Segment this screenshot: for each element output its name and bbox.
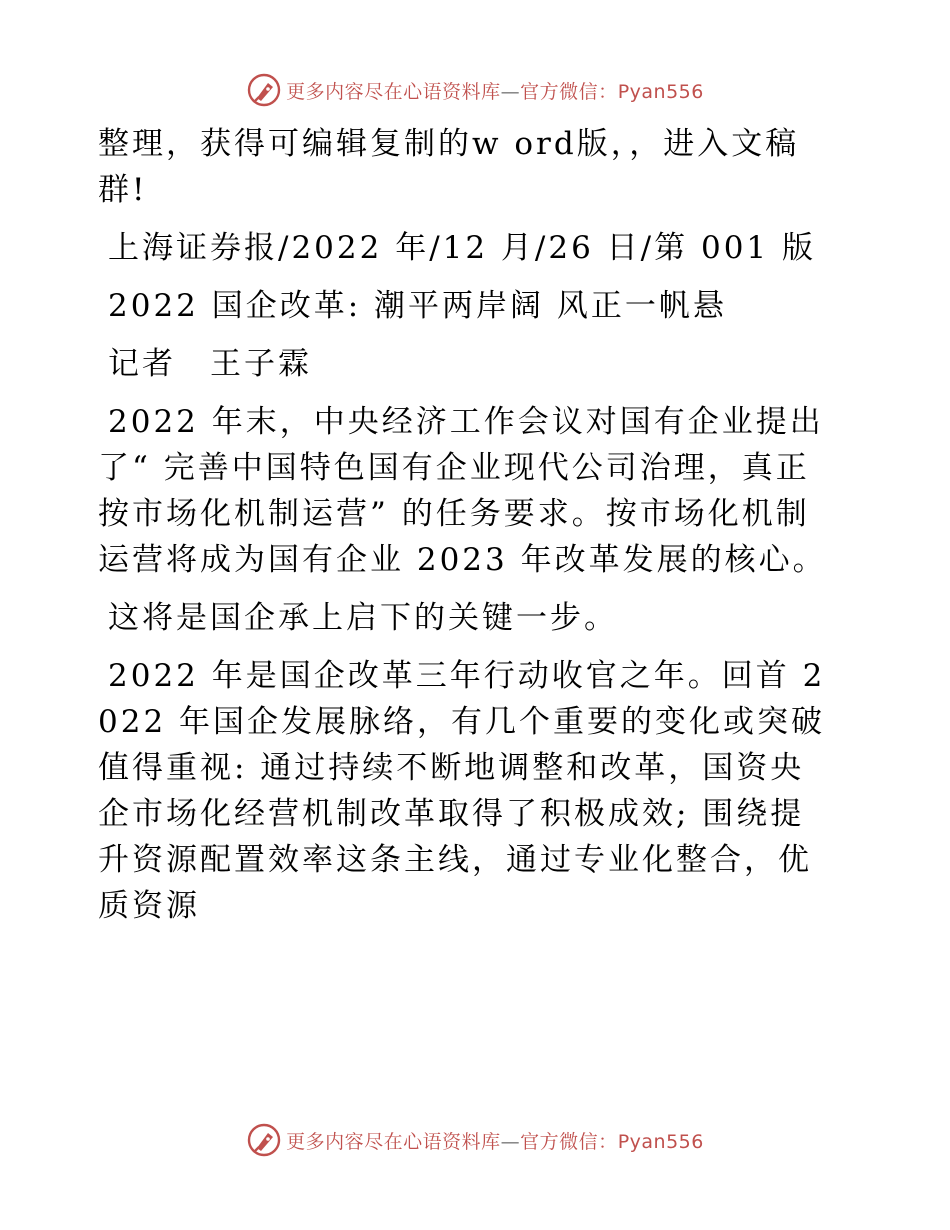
- pen-nib-logo-icon: [246, 72, 282, 108]
- article-title: 2022 国企改革: 潮平两岸阔 风正一帆悬: [108, 288, 727, 324]
- byline: 记者 王子霖: [108, 346, 312, 382]
- footer-watermark: [0, 1120, 950, 1160]
- body-paragraph: 2022 年是国企改革三年行动收官之年。回首 2022 年国企发展脉络，有几个重要的变化或突破值得重视: 通过持续不断地调整和改革，国资央企市场化经营机制改革取得了积极成效; 围绕提升资源配置效率这条主线，通过专业化整合，优质资源: [98, 658, 826, 924]
- intro-note: 整理，获得可编辑复制的w ord版，，进入文稿群!: [98, 126, 800, 208]
- header-watermark: [0, 70, 950, 110]
- source-line: 上海证券报/2022 年/12 月/26 日/第 001 版: [108, 230, 817, 266]
- watermark-text: 更多内容尽在心语资料库—官方微信：Pyan556: [286, 1130, 704, 1153]
- watermark-text: 更多内容尽在心语资料库—官方微信：Pyan556: [286, 80, 704, 103]
- document-body: [98, 121, 838, 941]
- body-paragraph: 这将是国企承上启下的关键一步。: [108, 600, 618, 636]
- pen-nib-logo-icon: [246, 1122, 282, 1158]
- body-paragraph: 2022 年末，中央经济工作会议对国有企业提出了“ 完善中国特色国有企业现代公司治理，真正按市场化机制运营” 的任务要求。按市场化机制运营将成为国有企业 2023 年改革发展的核心。: [98, 404, 827, 578]
